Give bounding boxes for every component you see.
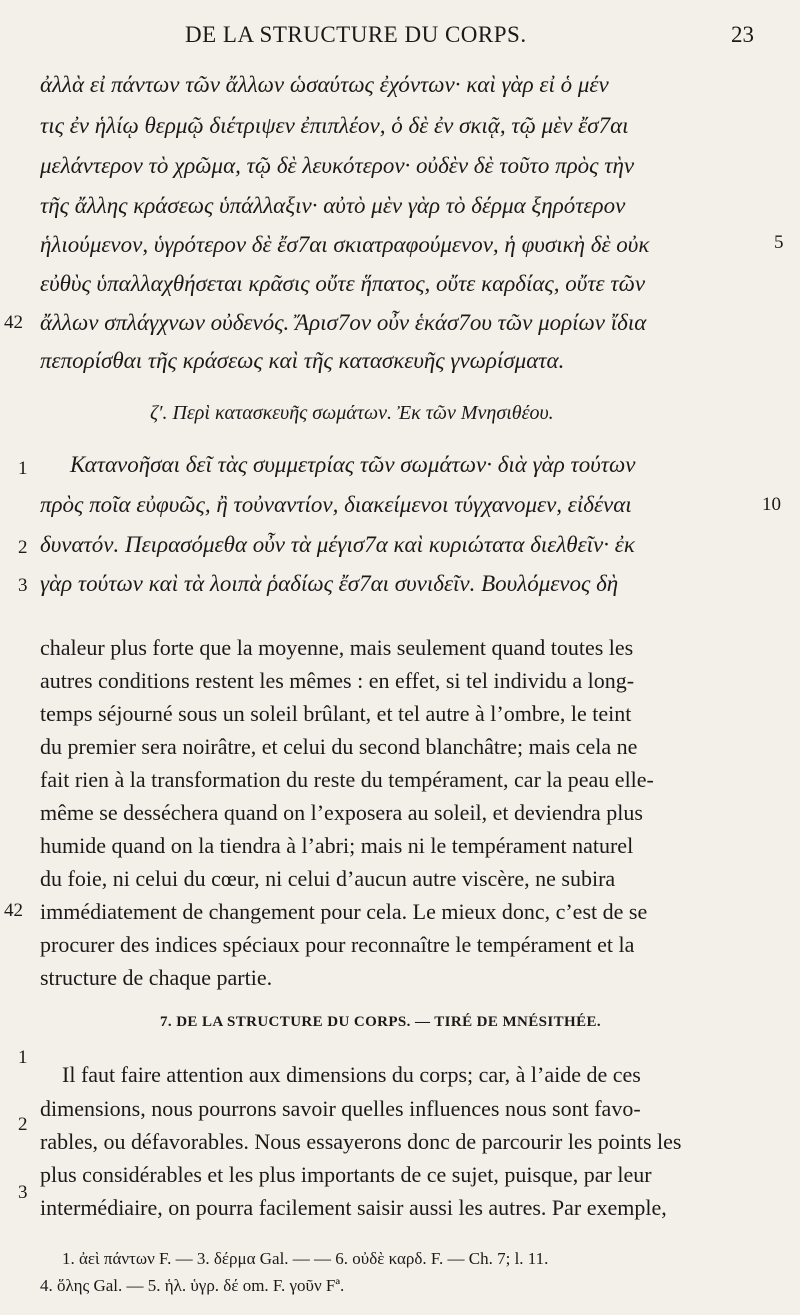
margin-line-number: 1 — [18, 1047, 28, 1068]
greek-line: ἡλιούμενον, ὑγρότερον δὲ ἔσ7αι σκιατραφούμενον, ἡ φυσικὴ δὲ οὐκ — [40, 232, 650, 257]
french-line: structure de chaque partie. — [40, 965, 273, 990]
french-line: même se desséchera quand on l’exposera au soleil, et deviendra plus — [40, 800, 643, 825]
french-line: dimensions, nous pourrons savoir quelles influences nous sont favo- — [40, 1096, 641, 1121]
margin-line-number: 10 — [762, 494, 781, 515]
french-line: chaleur plus forte que la moyenne, mais seulement quand toutes les — [40, 635, 634, 660]
greek-line: εὐθὺς ὑπαλλαχθήσεται κρᾶσις οὔτε ἥπατος, οὔτε καρδίας, οὔτε τῶν — [40, 271, 646, 296]
french-line: temps séjourné sous un soleil brûlant, et tel autre à l’ombre, le teint — [40, 701, 632, 726]
footnote-line: 4. ὅλης Gal. — 5. ἡλ. ὑγρ. δέ om. F. γοῦν Fª. — [40, 1276, 345, 1295]
margin-line-number: 3 — [18, 575, 28, 596]
page-number: 23 — [731, 22, 754, 47]
running-title: DE LA STRUCTURE DU CORPS. — [185, 22, 527, 47]
french-line: plus considérables et les plus importants de ce sujet, puisque, par leur — [40, 1162, 652, 1187]
greek-line: δυνατόν. Πειρασόμεθα οὖν τὰ μέγισ7α καὶ κυριώτατα διελθεῖν· ἐκ — [40, 532, 635, 557]
french-line: intermédiaire, on pourra facilement saisir aussi les autres. Par exemple, — [40, 1195, 667, 1220]
greek-line: πεπορίσθαι τῆς κράσεως καὶ τῆς κατασκευῆς γνωρίσματα. — [40, 348, 565, 373]
french-line: immédiatement de changement pour cela. Le mieux donc, c’est de se — [40, 899, 648, 924]
margin-line-number: 5 — [774, 232, 784, 253]
margin-line-number: 2 — [18, 1114, 28, 1135]
greek-line: ἄλλων σπλάγχνων οὐδενός. Ἄρισ7ον οὖν ἑκάσ7ου τῶν μορίων ἴδια — [40, 310, 647, 335]
french-line: du premier sera noirâtre, et celui du second blanchâtre; mais cela ne — [40, 734, 638, 759]
french-line: fait rien à la transformation du reste du tempérament, car la peau elle- — [40, 767, 654, 792]
greek-section-title: ζ′. Περὶ κατασκευῆς σωμάτων. Ἐκ τῶν Μνησιθέου. — [150, 402, 554, 424]
greek-line: πρὸς ποῖα εὐφυῶς, ἢ τοὐναντίον, διακείμενοι τύγχανομεν, εἰδέναι — [40, 492, 632, 517]
margin-line-number: 3 — [18, 1182, 28, 1203]
page-header — [0, 22, 800, 56]
margin-line-number: 1 — [18, 458, 28, 479]
french-line: humide quand on la tiendra à l’abri; mais ni le tempérament naturel — [40, 833, 634, 858]
margin-line-number: 2 — [18, 537, 28, 558]
french-section-title: 7. DE LA STRUCTURE DU CORPS. — TIRÉ DE MNÉSITHÉE. — [160, 1014, 602, 1030]
greek-line: τις ἐν ἡλίῳ θερμῷ διέτριψεν ἐπιπλέον, ὁ δὲ ἐν σκιᾷ, τῷ μὲν ἔσ7αι — [40, 113, 629, 138]
greek-line: μελάντερον τὸ χρῶμα, τῷ δὲ λευκότερον· οὐδὲν δὲ τοῦτο πρὸς τὴν — [40, 153, 635, 178]
footnote-line: 1. ἀεὶ πάντων F. — 3. δέρμα Gal. — — 6. οὐδὲ καρδ. F. — Ch. 7; l. 11. — [62, 1249, 549, 1268]
margin-line-number: 42 — [4, 312, 23, 333]
greek-line: γὰρ τούτων καὶ τὰ λοιπὰ ῥαδίως ἔσ7αι συνιδεῖν. Βουλόμενος δὴ — [40, 571, 619, 596]
margin-line-number: 42 — [4, 900, 23, 921]
greek-line: Κατανοῆσαι δεῖ τὰς συμμετρίας τῶν σωμάτων· διὰ γὰρ τούτων — [70, 452, 636, 477]
french-line: rables, ou défavorables. Nous essayerons donc de parcourir les points les — [40, 1129, 682, 1154]
greek-line: ἀλλὰ εἰ πάντων τῶν ἄλλων ὡσαύτως ἐχόντων· καὶ γὰρ εἰ ὁ μέν — [40, 72, 609, 97]
french-line: autres conditions restent les mêmes : en effet, si tel individu a long- — [40, 668, 635, 693]
greek-line: τῆς ἄλλης κράσεως ὑπάλλαξιν· αὐτὸ μὲν γὰρ τὸ δέρμα ξηρότερον — [40, 193, 626, 218]
french-line: procurer des indices spéciaux pour reconnaître le tempérament et la — [40, 932, 635, 957]
french-line: Il faut faire attention aux dimensions du corps; car, à l’aide de ces — [62, 1062, 641, 1087]
french-line: du foie, ni celui du cœur, ni celui d’aucun autre viscère, ne subira — [40, 866, 616, 891]
